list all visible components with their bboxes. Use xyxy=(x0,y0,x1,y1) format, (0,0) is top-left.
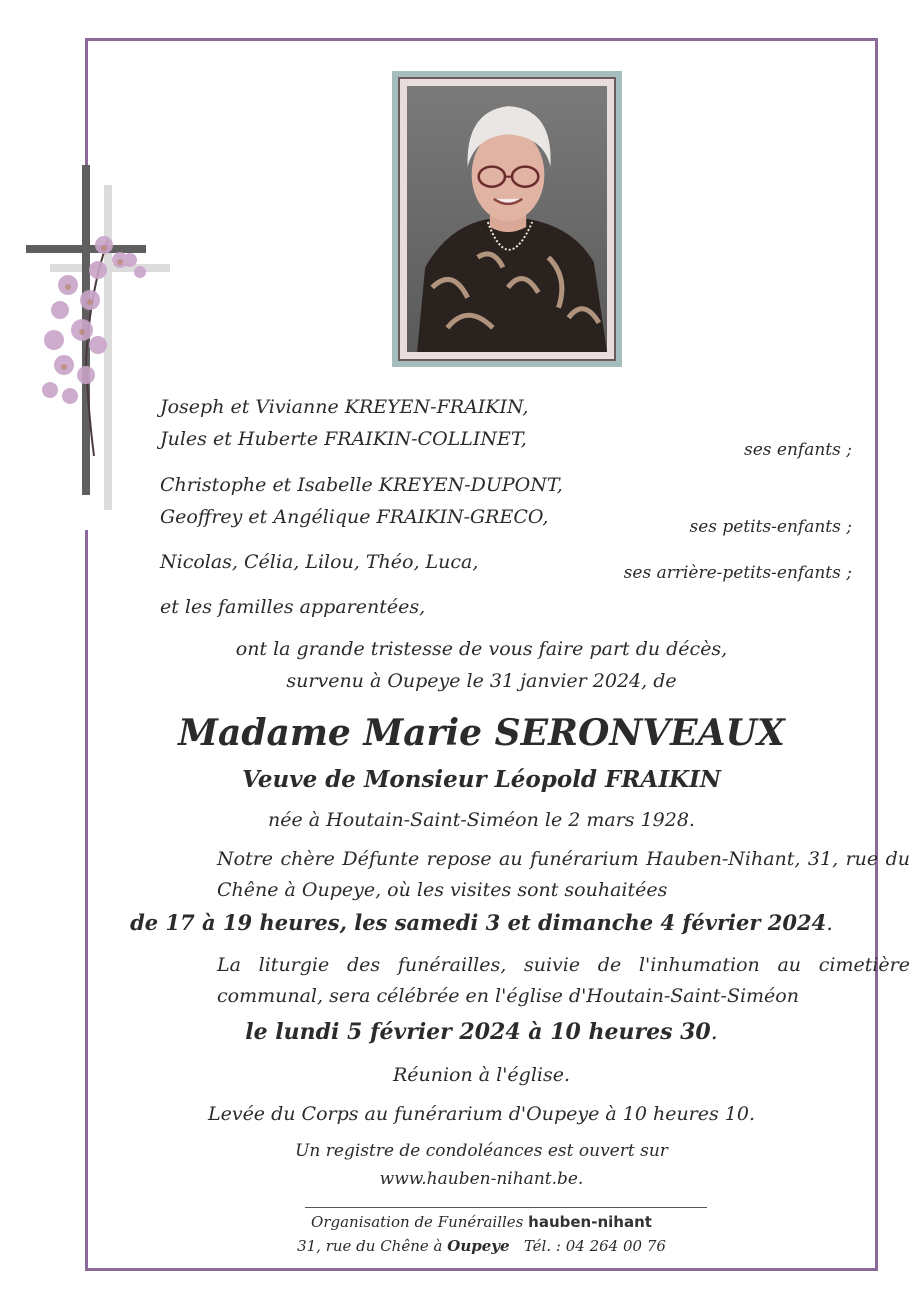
funeral-date-end: . xyxy=(710,1020,718,1045)
footer-address-line xyxy=(85,1237,878,1255)
visitation-times: de 17 à 19 heures, les samedi 3 et dimanche 4 février 2024 xyxy=(130,910,827,935)
footer-phone: Tél. : 04 264 00 76 xyxy=(523,1237,666,1255)
footer-org-line xyxy=(85,1213,878,1231)
portrait-frame xyxy=(392,71,622,367)
announcement-line-1: ont la grande tristesse de vous faire part du décès, xyxy=(235,638,728,660)
cross-with-flowers-icon xyxy=(20,160,180,510)
visitation-text: Notre chère Défunte repose au funérarium Hauben-Nihant, 31, rue du Chêne à Oupeye, où les visites sont souhaitées xyxy=(217,848,910,901)
children-role: ses enfants ; xyxy=(744,440,852,460)
child-line-1: Joseph et Vivianne KREYEN-FRAIKIN, xyxy=(160,396,529,418)
deceased-name: Madame Marie SERONVEAUX xyxy=(178,712,785,754)
relatives: et les familles apparentées, xyxy=(160,596,426,618)
condolences-website[interactable]: www.hauben-nihant.be. xyxy=(379,1169,584,1189)
deceased-spouse: Veuve de Monsieur Léopold FRAIKIN xyxy=(242,766,721,793)
grandchild-line-1: Christophe et Isabelle KREYEN-DUPONT, xyxy=(160,474,563,496)
great-grandchildren: Nicolas, Célia, Lilou, Théo, Luca, xyxy=(160,551,479,573)
condolences-line-1: Un registre de condoléances est ouvert sur xyxy=(295,1141,668,1161)
visitation-times-line xyxy=(85,910,878,935)
meeting-text: Réunion à l'église. xyxy=(392,1064,571,1086)
procession-text: Levée du Corps au funérarium d'Oupeye à 10 heures 10. xyxy=(207,1103,756,1125)
footer-divider xyxy=(305,1207,707,1208)
child-line-2: Jules et Huberte FRAIKIN-COLLINET, xyxy=(160,428,527,450)
grandchildren-role: ses petits-enfants ; xyxy=(689,517,852,537)
grandchild-line-2: Geoffrey et Angélique FRAIKIN-GRECO, xyxy=(160,506,549,528)
footer-address: 31, rue du Chêne à xyxy=(297,1237,443,1255)
footer-brand-logo: hauben-nihant xyxy=(528,1213,652,1231)
funeral-date: le lundi 5 février 2024 à 10 heures 30 xyxy=(245,1019,711,1045)
portrait-photo xyxy=(407,86,607,352)
deceased-birth: née à Houtain-Saint-Siméon le 2 mars 1928. xyxy=(268,809,695,831)
funeral-text: La liturgie des funérailles, suivie de l'inhumation au cimetière communal, sera célébrée en l'église d'Houtain-Saint-Siméon xyxy=(217,954,910,1007)
funeral-date-line xyxy=(85,1019,878,1045)
great-grandchildren-role: ses arrière-petits-enfants ; xyxy=(623,563,852,583)
footer-town: Oupeye xyxy=(447,1237,510,1255)
announcement-line-2: survenu à Oupeye le 31 janvier 2024, de xyxy=(286,670,677,692)
footer-org-prefix: Organisation de Funérailles xyxy=(311,1213,524,1231)
visitation-times-end: . xyxy=(826,911,833,935)
